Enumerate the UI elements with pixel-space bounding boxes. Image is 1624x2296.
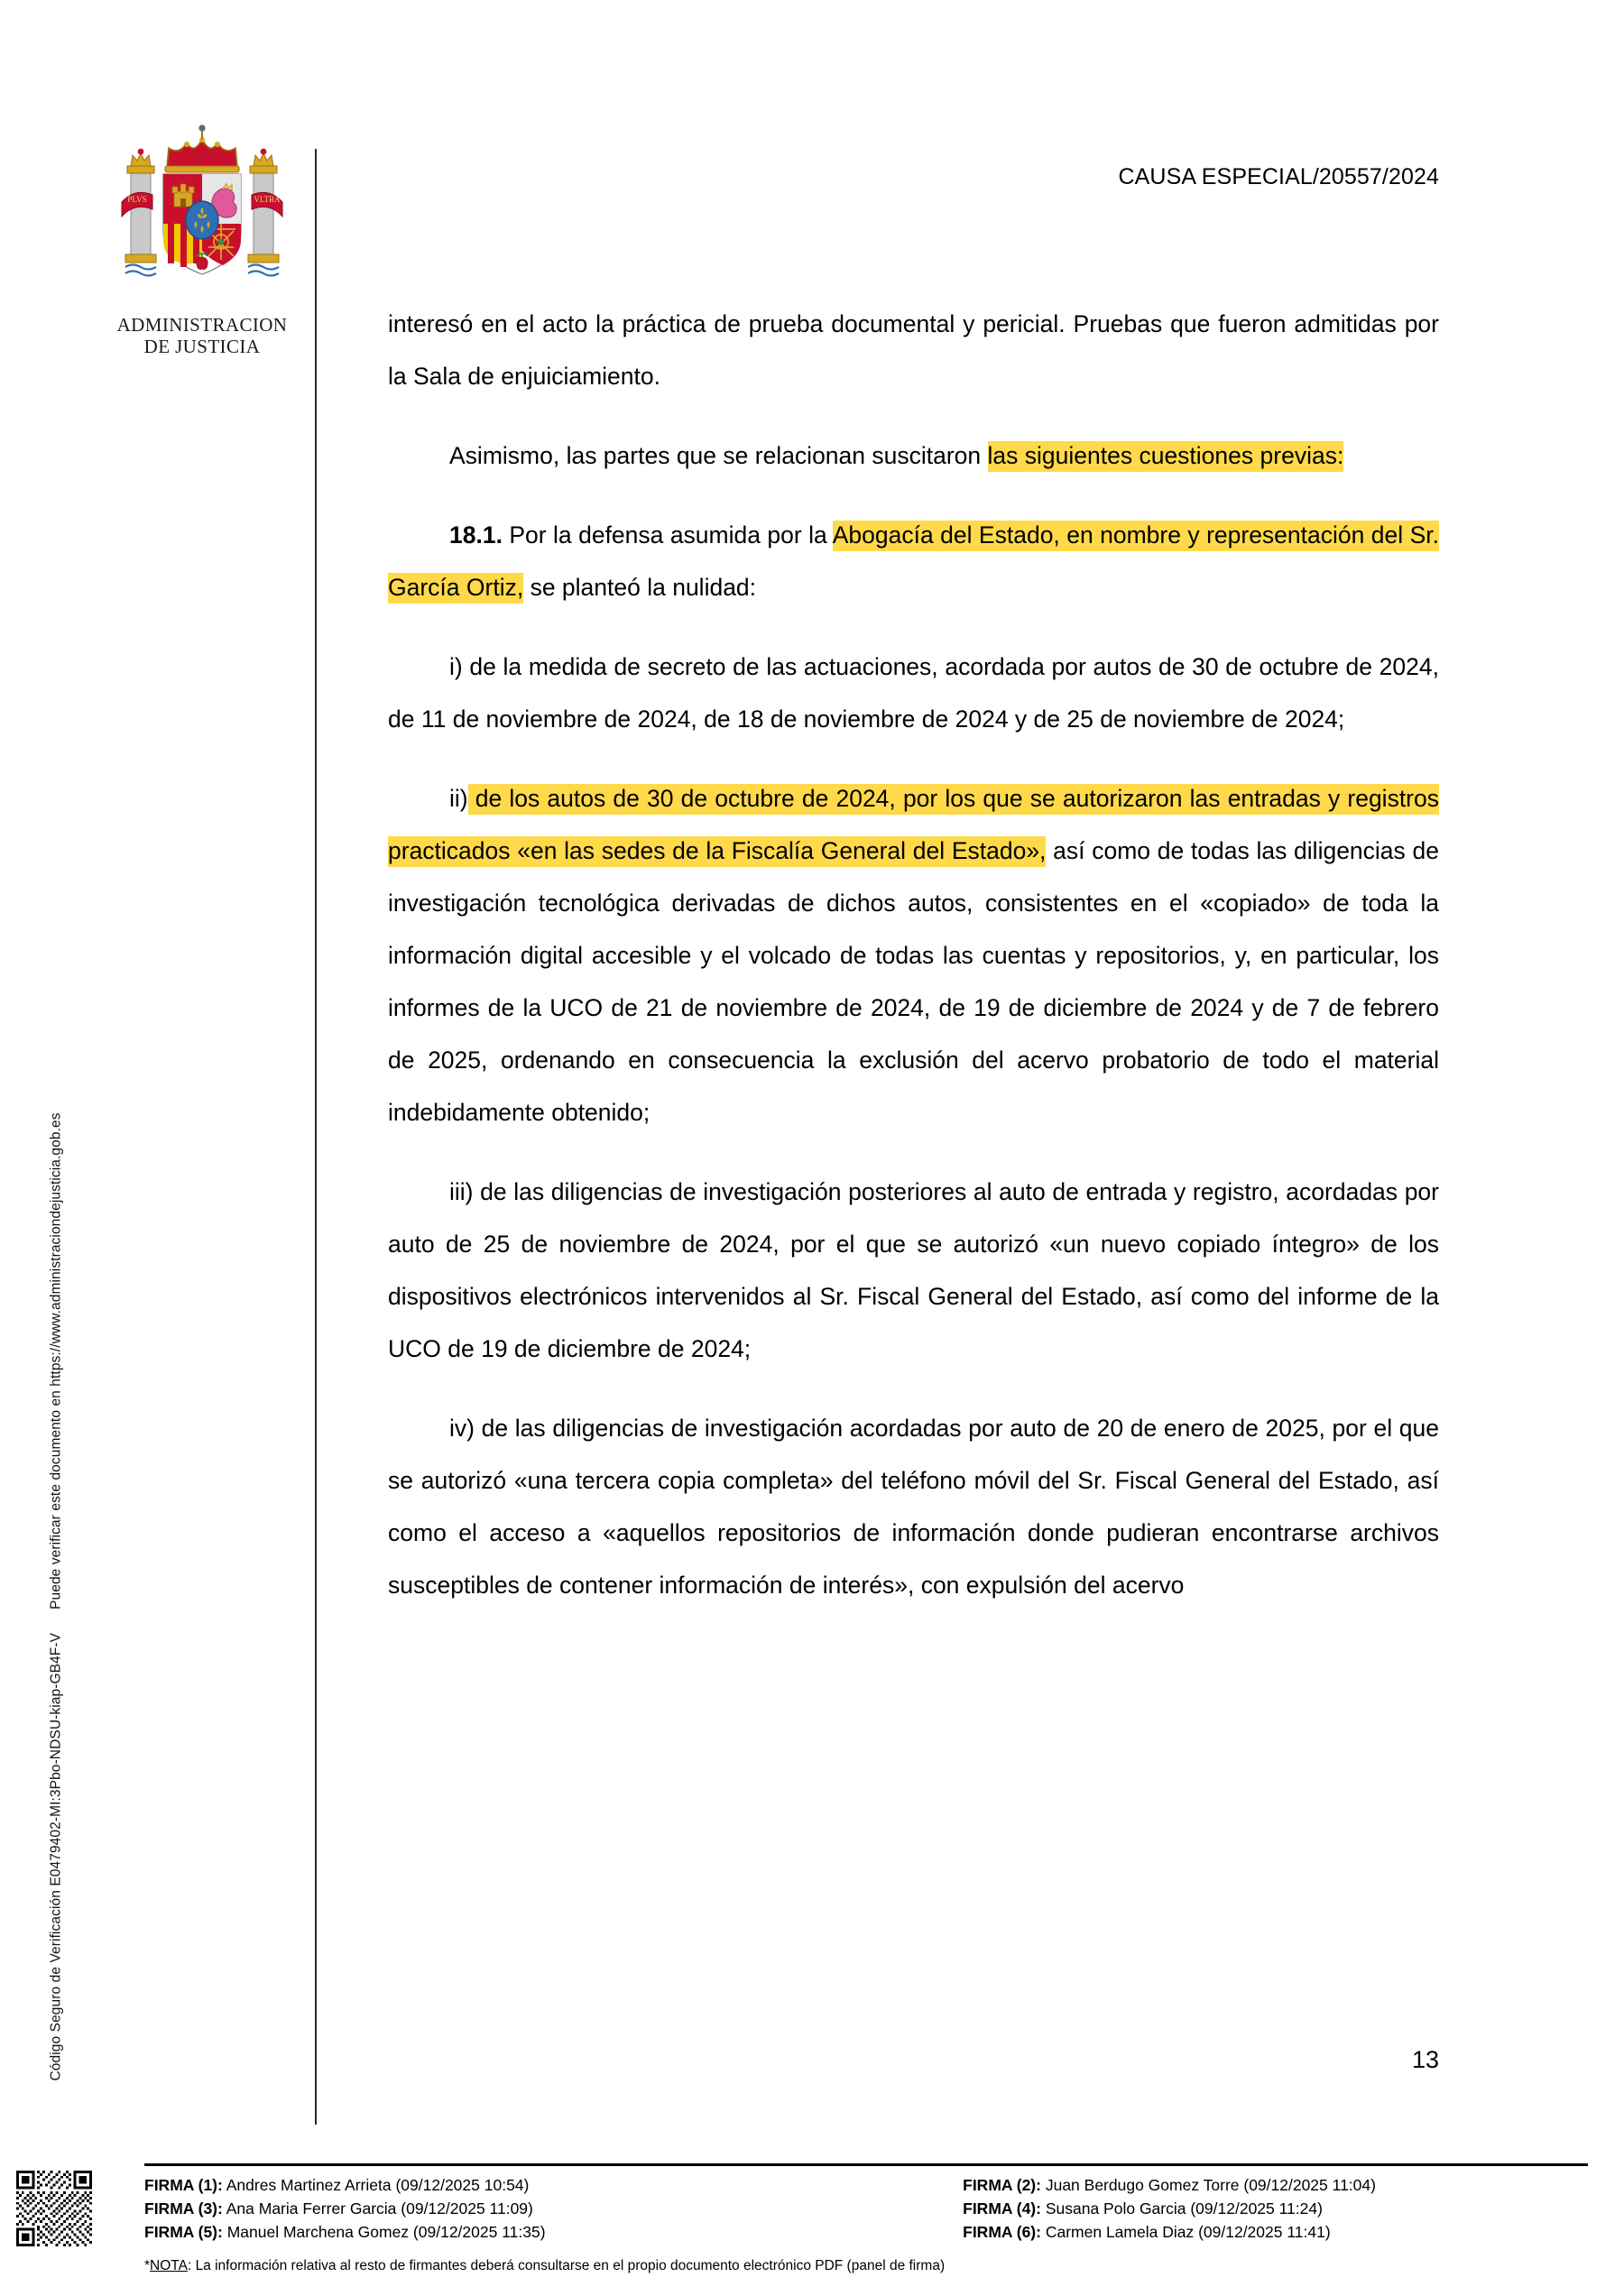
list-item-i-text: de la medida de secreto de las actuaciones, acordada por autos de 30 de octubre de 2024, de 11 de noviembre de 2024, de 18 de noviembre de 2024 y de 25 de noviembre de 2024; [388, 653, 1439, 733]
verification-sidebar [0, 0, 70, 2138]
list-item-iv-marker: iv) [449, 1415, 475, 1442]
paragraph-intro-text: interesó en el acto la práctica de prueba documental y pericial. Pruebas que fueron admitidas por la Sala de enjuiciamiento. [388, 310, 1439, 390]
list-item-ii [388, 772, 1439, 1139]
signature-row [144, 2174, 1588, 2198]
document-header-case-reference: CAUSA ESPECIAL/20557/2024 [1118, 164, 1439, 189]
signature-value-1: Andres Martinez Arrieta (09/12/2025 10:54) [226, 2176, 530, 2194]
signature-cell-5 [144, 2221, 665, 2245]
paragraph-intro [388, 298, 1439, 402]
csv-code: E0479402-MI:3Pbo-NDSU-kiap-GB4F-V [48, 1632, 64, 1886]
note-asterisk: * [144, 2258, 151, 2273]
highlight-autos-30-octubre: de los autos de 30 de octubre de 2024, por los que se autorizaron las entradas y registros practicados «en las sedes de la Fiscalía General del Estado», [388, 784, 1439, 867]
section-number-18-1: 18.1. [449, 521, 503, 549]
signature-value-2: Juan Berdugo Gomez Torre (09/12/2025 11:04) [1045, 2176, 1376, 2194]
emblem-caption-line2: DE JUSTICIA [143, 335, 261, 357]
list-item-iii-marker: iii) [449, 1178, 474, 1205]
paragraph-18-1-plain-start: Por la defensa asumida por la [502, 521, 833, 549]
highlight-cuestiones-previas: las siguientes cuestiones previas: [988, 441, 1344, 472]
list-item-iv [388, 1402, 1439, 1611]
signature-row [144, 2198, 1588, 2221]
signature-value-4: Susana Polo Garcia (09/12/2025 11:24) [1045, 2199, 1323, 2218]
list-item-i-marker: i) [449, 653, 463, 680]
paragraph-18-1-plain-end: se planteó la nulidad: [523, 574, 757, 601]
signature-label-2: FIRMA (2): [963, 2176, 1041, 2194]
signature-cell-3 [144, 2198, 665, 2221]
list-item-ii-marker: ii) [449, 785, 468, 812]
document-footer [0, 2163, 1624, 2296]
document-body [388, 298, 1439, 1611]
note-text: : La información relativa al resto de firmantes deberá consultarse en el propio documento electrónico PDF (panel de firma) [187, 2258, 946, 2273]
emblem-caption [97, 315, 307, 358]
signature-cell-2 [665, 2174, 1588, 2198]
list-item-iii-text: de las diligencias de investigación posteriores al auto de entrada y registro, acordadas por auto de 25 de noviembre de 2024, por el que se autorizó «un nuevo copiado íntegro» de los dispositivos electrónicos intervenidos al Sr. Fiscal General del Estado, así como del informe de la UCO de 19 de diciembre de 2024; [388, 1178, 1439, 1362]
signature-cell-6 [665, 2221, 1588, 2245]
signature-label-4: FIRMA (4): [963, 2199, 1041, 2218]
signature-cell-4 [665, 2198, 1588, 2221]
list-item-iv-text: de las diligencias de investigación acordadas por auto de 20 de enero de 2025, por el que se autorizó «una tercera copia completa» del teléfono móvil del Sr. Fiscal General del Estado, así como el acceso a «aquellos repositorios de información donde pudieran encontrarse archivos susceptibles de contener información de interés», con expulsión del acervo [388, 1415, 1439, 1599]
signature-value-5: Manuel Marchena Gomez (09/12/2025 11:35) [226, 2223, 546, 2241]
qr-code-icon [16, 2171, 92, 2246]
verification-sidebar-text [49, 60, 65, 2086]
spain-coat-of-arms-icon [116, 124, 288, 309]
signature-row [144, 2221, 1588, 2245]
verify-url-text: Puede verificar este documento en https://www.administraciondejusticia.gob.es [48, 1112, 64, 1609]
signature-cell-1 [144, 2174, 665, 2198]
signature-value-3: Ana Maria Ferrer Garcia (09/12/2025 11:09) [226, 2199, 533, 2218]
list-item-i [388, 641, 1439, 745]
list-item-iii [388, 1166, 1439, 1375]
page-number: 13 [1411, 2046, 1439, 2073]
highlight-abogacia-del-estado: Abogacía del Estado, en nombre y representación del Sr. García Ortiz, [388, 521, 1439, 604]
margin-divider-rule [315, 149, 317, 2125]
footer-divider-rule [144, 2163, 1588, 2166]
signature-label-6: FIRMA (6): [963, 2223, 1041, 2241]
signature-value-6: Carmen Lamela Diaz (09/12/2025 11:41) [1045, 2223, 1331, 2241]
emblem-caption-line1: ADMINISTRACION [116, 314, 288, 336]
coat-of-arms-emblem [97, 124, 307, 358]
signatures-table [144, 2174, 1588, 2245]
paragraph-asimismo [388, 429, 1439, 482]
paragraph-asimismo-plain: Asimismo, las partes que se relacionan suscitaron [449, 442, 988, 469]
footer-note [144, 2257, 945, 2275]
svg-text:PLVS: PLVS [127, 195, 147, 204]
csv-label: Código Seguro de Verificación [48, 1890, 64, 2081]
paragraph-18-1 [388, 509, 1439, 613]
signature-label-5: FIRMA (5): [144, 2223, 223, 2241]
signature-label-3: FIRMA (3): [144, 2199, 223, 2218]
list-item-ii-text: así como de todas las diligencias de investigación tecnológica derivadas de dichos autos, consistentes en el «copiado» de toda la información digital accesible y el volcado de todas las cuentas y repositorios, y, en particular, los informes de la UCO de 21 de noviembre de 2024, de 19 de diciembre de 2024 y de 7 de febrero de 2025, ordenando en consecuencia la exclusión del acervo probatorio de todo el material indebidamente obtenido; [388, 837, 1439, 1126]
svg-text:VLTRA: VLTRA [254, 195, 281, 204]
note-keyword: NOTA [150, 2258, 188, 2273]
signature-label-1: FIRMA (1): [144, 2176, 223, 2194]
